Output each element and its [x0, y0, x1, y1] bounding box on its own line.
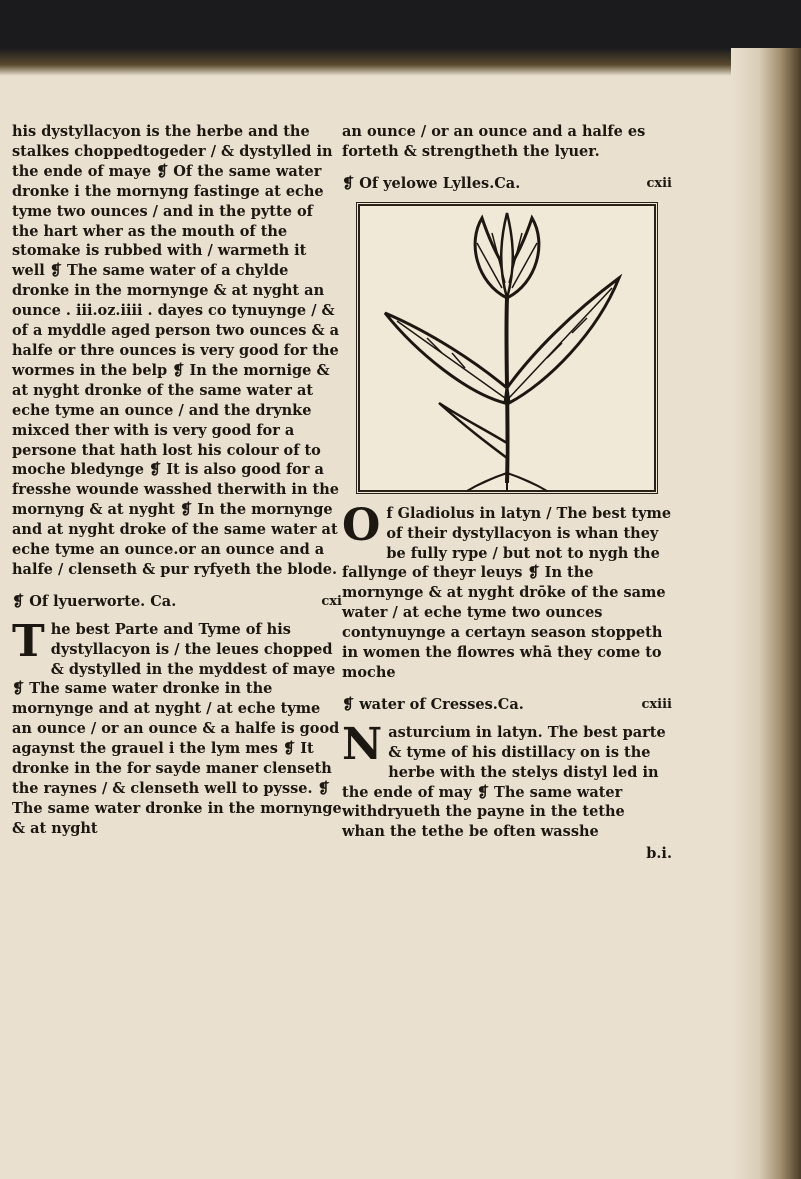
drop-capital: O [342, 499, 381, 551]
left-paragraph-1: his dystyllacyon is the herbe and the stalkes choppedtogeder / & dystylled in the ende of maye ❡ Of the same water dronke i the mornyng fastinge at eche tyme two ounces / and in the pytte of the hart wher as the mouth of the stomake is rubbed with / warmeth it well ❡ The same water of a chylde dronke in the mornynge & at nyght an ounce . iii.oz.iiii . dayes co tynuynge / & of a myddle aged person two ounces & a halfe or thre ounces is very good for the wormes in the belp ❡ In the mornige & at nyght dronke of the same water at eche tyme an ounce / and the drynke mixced ther with is very good for a persone that hath lost his colour of to moche bledynge ❡ It is also good for a fresshe wounde wasshed therwith in the mornyng & at nyght ❡ In the mornynge and at nyght droke of the same water at eche tyme an ounce.or an ounce and a halfe / clenseth & pur ryfyeth the blode. [12, 123, 340, 578]
signature-mark: b.i. [646, 845, 672, 863]
heading-title: ❡ Of yelowe Lylles.Ca. [342, 174, 521, 192]
left-column [12, 122, 342, 839]
left-paragraph-2 [12, 615, 342, 839]
drop-capital: N [342, 718, 383, 770]
chapter-number: cxii [646, 175, 672, 191]
heading-title: ❡ water of Cresses.Ca. [342, 695, 524, 713]
right-paragraph-3-text: asturcium in latyn. The best parte & tyme of his distillacy on is the herbe with the stelys distyl led in the ende of may ❡ The same water withdryueth the payne in the tethe whan the tethe be often wasshe [342, 723, 666, 841]
left-paragraph-2-text: he best Parte and Tyme of his dystyllacyon is / the leues chopped & dystylled in the myddest of maye ❡ The same water dronke in the mornynge and at nyght / at eche tyme an ounce / or an ounce & a halfe is good agaynst the grauel i the lym mes ❡ It dronke in the for sayde maner clenseth the raynes / & clenseth well to pysse. ❡ The same water dronke in the mornynge & at nyght [12, 620, 342, 837]
heading-cresses [342, 695, 672, 715]
right-paragraph-3 [342, 718, 672, 842]
right-paragraph-2 [342, 499, 672, 683]
right-paragraph-2-text: f Gladiolus in latyn / The best tyme of their dystyllacyon is whan they be fully rype / but not to nygh the fallynge of theyr leuys ❡ In the mornynge & at nyght drōke of the same water / at eche tyme two ounces contynuynge a certayn season stoppeth in women the flowres whā they come to moche [342, 504, 672, 681]
heading-lyuerworte [12, 592, 342, 612]
heading-yelowe-lylles [342, 174, 672, 194]
woodcut-lily-illustration [356, 202, 658, 494]
right-paragraph-1: an ounce / or an ounce and a halfe es forteth & strengtheth the lyuer. [342, 123, 646, 160]
book-edge [731, 48, 801, 1179]
drop-capital: T [12, 615, 45, 667]
chapter-number: cxi [321, 593, 342, 609]
chapter-number: cxiii [641, 696, 672, 712]
heading-title: ❡ Of lyuerworte. Ca. [12, 592, 177, 610]
right-column [342, 122, 672, 864]
